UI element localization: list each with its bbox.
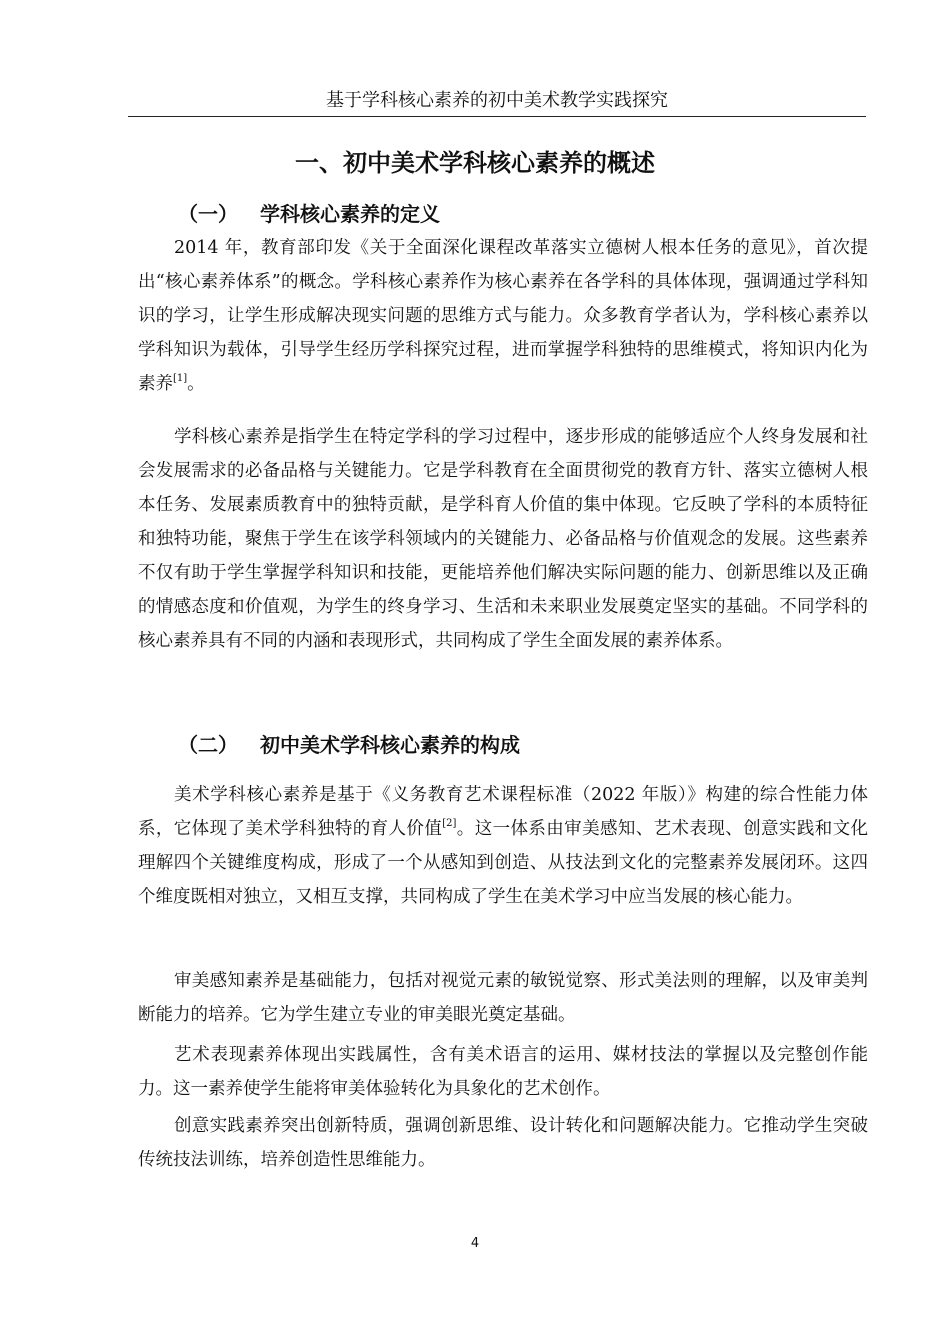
paragraph-text: 学科核心素养是指学生在特定学科的学习过程中，逐步形成的能够适应个人终身发展和社会发展需求的必备品格与关键能力。它是学科教育在全面贯彻党的教育方针、落实立德树人根本任务、发展素质教育中的独特贡献，是学科育人价值的集中体现。它反映了学科的本质特征和独特功能，聚焦于学生在该学科领域内的关键能力、必备品格与价值观念的发展。这些素养不仅有助于学生掌握学科知识和技能，更能培养他们解决实际问题的能力、创新思维以及正确的情感态度和价值观，为学生的终身学习、生活和未来职业发展奠定坚实的基础。不同学科的核心素养具有不同的内涵和表现形式，共同构成了学生全面发展的素养体系。: [138, 427, 868, 651]
paragraph: [138, 1038, 868, 1106]
citation-mark: [1]: [173, 373, 188, 384]
paragraph: [138, 420, 868, 658]
chapter-title: 一、初中美术学科核心素养的概述: [295, 149, 655, 177]
paragraph-tail: 。: [187, 374, 205, 394]
paragraph: [138, 778, 868, 914]
paragraph: [138, 231, 868, 401]
paragraph-text: 创意实践素养突出创新特质，强调创新思维、设计转化和问题解决能力。它推动学生突破传统技法训练，培养创造性思维能力。: [138, 1116, 868, 1170]
section-heading-2: [178, 728, 520, 762]
section-number: （一）: [178, 202, 238, 226]
section-heading-1: [178, 197, 440, 231]
citation-mark: [2]: [442, 818, 457, 829]
paragraph-text: 审美感知素养是基础能力，包括对视觉元素的敏锐觉察、形式美法则的理解，以及审美判断能力的培养。它为学生建立专业的审美眼光奠定基础。: [138, 971, 868, 1025]
paragraph: [138, 964, 868, 1032]
section-title-text: 初中美术学科核心素养的构成: [260, 733, 520, 757]
section-number: （二）: [178, 733, 238, 757]
paragraph-text: 艺术表现素养体现出实践属性，含有美术语言的运用、媒材技法的掌握以及完整创作能力。这一素养使学生能将审美体验转化为具象化的艺术创作。: [138, 1045, 868, 1099]
running-header: 基于学科核心素养的初中美术教学实践探究: [128, 88, 866, 117]
page-number: 4: [470, 1236, 480, 1251]
paragraph-tail: 。这一体系由审美感知、艺术表现、创意实践和文化理解四个关键维度构成，形成了一个从感知到创造、从技法到文化的完整素养发展闭环。这四个维度既相对独立，又相互支撑，共同构成了学生在美术学习中应当发展的核心能力。: [138, 819, 869, 907]
paragraph-text: 美术学科核心素养是基于《义务教育艺术课程标准（2022 年版）》构建的综合性能力体系，它体现了美术学科独特的育人价值: [138, 785, 868, 839]
section-title-text: 学科核心素养的定义: [260, 202, 440, 226]
paragraph: [138, 1109, 868, 1177]
paragraph-text: 2014 年，教育部印发《关于全面深化课程改革落实立德树人根本任务的意见》，首次提出“核心素养体系”的概念。学科核心素养作为核心素养在各学科的具体体现，强调通过学科知识的学习，让学生形成解决现实问题的思维方式与能力。众多教育学者认为，学科核心素养以学科知识为载体，引导学生经历学科探究过程，进而掌握学科独特的思维模式，将知识内化为素养: [138, 238, 868, 394]
